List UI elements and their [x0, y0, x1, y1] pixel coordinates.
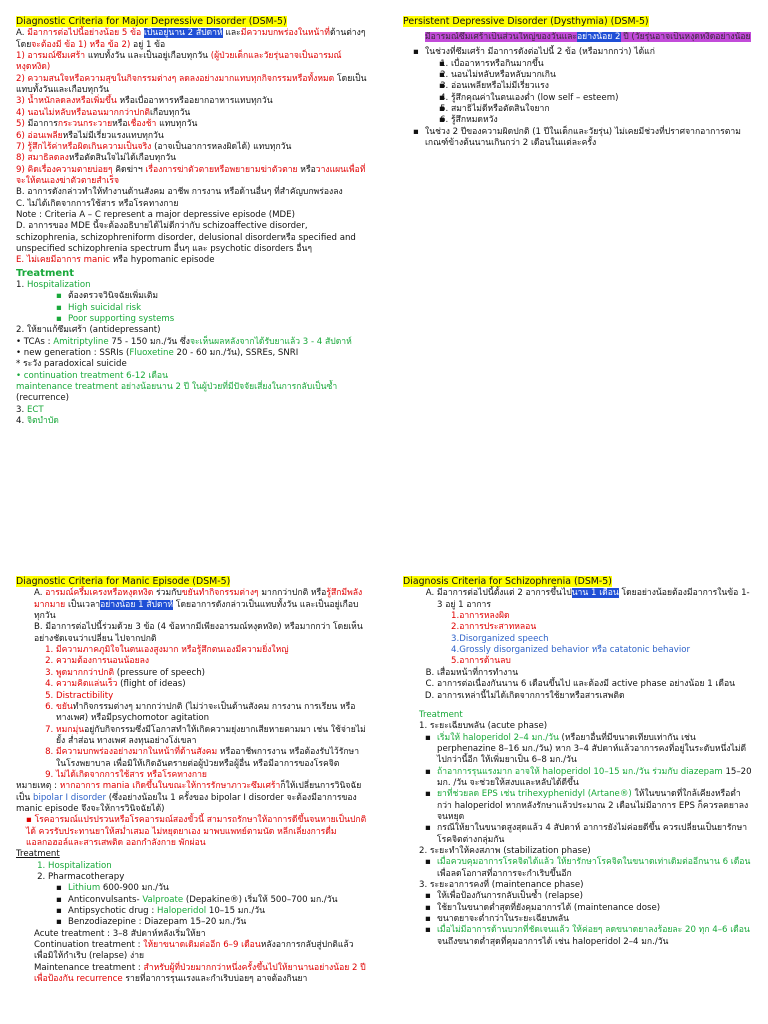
list-item: ▪ Lithium 600-900 มก./วัน [68, 883, 368, 894]
mania-acute: Acute treatment : 3–8 สัปดาห์หลังเริ่มให้ยา [34, 928, 206, 939]
mdd-item-2: 2) ความสนใจหรือความสุขในกิจกรรมต่างๆ ลดลงอย่างมากแทบทุกกิจกรรมหรือทั้งหมด โดยเป็นแทบทั้งวันและเกือบทุกวัน [16, 73, 367, 96]
list-item: ▪ เมื่อไม่มีอาการด้านบวกที่ชัดเจนแล้ว ให้ค่อยๆ ลดขนาดยาลงร้อยละ 20 ทุก 4–6 เดือน จนถึงขนาดต่ำสุดที่คุมอาการได้ เช่น haloperidol 2–4 มก./วัน [437, 925, 755, 948]
mdd-newgen: • new generation : SSRIs (Fluoxetine 20 - 60 มก./วัน), SSREs, SNRI [16, 347, 299, 358]
list-item: 3. พูดมากกว่าปกติ (pressure of speech) [56, 668, 368, 679]
list-item: ▪ High suicidal risk [68, 303, 368, 314]
list-item: ▪ ให้เพื่อป้องกันการกลับเป็นซ้ำ (relapse) [437, 891, 755, 902]
list-item: B. เสื่อมหน้าที่การทำงาน [437, 668, 755, 679]
list-item: 1. Hospitalization [48, 861, 368, 872]
list-item: 6. ขยันทำกิจกรรมต่างๆ มากกว่าปกติ (ไม่ว่าจะเป็นด้านสังคม การงาน การเรียน หรือทางเพศ) หรือมีpsychomotor agitation [56, 702, 368, 725]
list-item: 1. มีความภาคภูมิใจในตนเองสูงมาก หรือรู้สึกตนเองมีความยิ่งใหญ่ [56, 645, 368, 656]
list-item: 2. Pharmacotherapy [48, 872, 368, 883]
schizophrenia-phase2-list [403, 857, 755, 880]
list-item: ▪ เมื่อควบคุมอาการโรคจิตได้แล้ว ให้ยารักษาโรคจิตในขนาดเท่าเดิมต่ออีกนาน 6 เดือนเพื่อลดโอกาสที่อาการจะกำเริบขึ้นอีก [437, 857, 755, 880]
mdd-treatment-heading: Treatment [16, 267, 75, 279]
list-item: ▪ ใช้ยาในขนาดต่ำสุดที่ยังคุมอาการได้ (maintenance dose) [437, 903, 755, 914]
mdd-item-4: 4) นอนไม่หลับหรือนอนมากกว่าปกติเกือบทุกวัน [16, 107, 191, 118]
mdd-item-6: 6) อ่อนเพลียหรือไม่มีเรี่ยวแรงแทบทุกวัน [16, 130, 164, 141]
dysthymia-title: Persistent Depressive Disorder (Dysthymia) (DSM-5) [403, 16, 649, 27]
list-item: ▪ ยาที่ช่วยลด EPS เช่น trihexyphenidyl (Artane®) ให้ในขนาดที่ใกล้เคียงหรือต่ำกว่า haloperidol หากหลังรักษาแล้วประมาณ 2 เดือนไม่มีอาการ EPS ก็ควรลดยาลงจนหยุด [437, 789, 755, 823]
mdd-t3: 3. ECT [16, 404, 44, 415]
mdd-section [16, 16, 368, 484]
mania-continuation: Continuation treatment : ให้ยาขนาดเดิมต่ออีก 6–9 เดือนหลังอาการกลับสู่ปกติแล้ว เพื่อมิให้กำเริบ (relapse) ง่าย [34, 940, 354, 962]
mdd-criterion-d: D. อาการของ MDE นี้จะต้องอธิบายได้ไม่ดีกว่ากับ schizoaffective disorder, schizophrenia, schizophreniform disorder, delusional disorderหรือ specified and unspecified schizophrenia spectrum อื่นๆ และ psychotic disorders อื่นๆ [16, 221, 356, 254]
mdd-item-8: 8) สมาธิลดลงหรือตัดสินใจไม่ได้เกือบทุกวัน [16, 153, 177, 164]
mania-maintenance: Maintenance treatment : สำหรับผู้ที่ป่วยมากกว่าหนึ่งครั้งขึ้นไปให้ยานานอย่างน้อย 2 ปีเพื่อป้องกัน recurrence รายที่อาการรุนแรงและกำเริบบ่อยๆ อาจต้องกินยา [34, 962, 366, 985]
mdd-t1-list [16, 291, 368, 325]
list-item: 9. ไม่ได้เกิดจากการใช้สาร หรือโรคทางกาย [56, 770, 368, 781]
list-item: ▪ 2. นอนไม่หลับหรือหลับมากเกิน [451, 70, 755, 81]
mdd-criterion-e: E. ไม่เคยมีอาการ manic หรือ hypomanic episode [16, 255, 215, 266]
mania-criterion-a: A. อารมณ์ครึ้มเครงหรือหงุดหงิด ร่วมกับขยันทำกิจกรรมต่างๆ มากกว่าปกติ หรือรู้สึกมีพลังมากมาย เป็นเวลาอย่างน้อย 1 สัปดาห์ โดยอาการดังกล่าวเป็นแทบทั้งวัน และเป็นอยู่เกือบทุกวัน [34, 588, 363, 622]
mdd-criterion-a: A. มีอาการต่อไปนี้อย่างน้อย 5 ข้อ เป็นอยู่นาน 2 สัปดาห์ และมีความบกพร่องในหน้าที่ด้านต่างๆ โดยจะต้องมี ข้อ 1) หรือ ข้อ 2) อยู่ 1 ข้อ [16, 28, 366, 50]
mdd-t1: 1. Hospitalization [16, 279, 91, 290]
mdd-criterion-b: B. อาการดังกล่าวทำให้ทำงานด้านสังคม อาชีพ การงาน หรือด้านอื่นๆ ที่สำคัญบกพร่องลง [16, 187, 343, 198]
list-item: ▪ ต้องตรวจวินิจฉัยเพิ่มเติม [68, 291, 368, 302]
dysthymia-item-3: ▪ ในช่วง 2 ปีของความผิดปกติ (1 ปีในเด็กและวัยรุ่น) ไม่เคยมีช่วงที่ปราศจากอาการตามเกณฑ์ข้างต้นนานเกินกว่า 2 เดือนในแต่ละครั้ง [425, 127, 755, 150]
dysthymia-section [403, 16, 755, 484]
list-item: C. อาการต่อเนื่องกันนาน 6 เดือนขึ้นไป และต้องมี active phase อย่างน้อย 1 เดือน [437, 679, 755, 690]
mania-drug-list [16, 883, 368, 928]
list-item: ▪ 1. เบื่ออาหารหรือกินมากขึ้น [451, 59, 755, 70]
list-item: ▪ Antipsychotic drug : Haloperidol 10–15 มก./วัน [68, 906, 368, 917]
list-item: 1.อาการหลงผิด [451, 611, 510, 622]
mdd-paradox: * ระวัง paradoxical suicide [16, 359, 127, 370]
list-item: ▪ ขนาดยาจะต่ำกว่าในระยะเฉียบพลัน [437, 914, 755, 925]
schizophrenia-phase1-list [403, 733, 755, 846]
mdd-criterion-c: C. ไม่ได้เกิดจากการใช้สาร หรือโรคทางกาย [16, 198, 179, 209]
schizophrenia-title: Diagnosis Criteria for Schizophrenia (DSM-5) [403, 576, 612, 587]
mania-treatment-heading: Treatment [16, 849, 60, 860]
dysthymia-item-1: ▪ มีอารมณ์ซึมเศร้าเป็นส่วนใหญ่ของวันและอย่างน้อย 2 ปี (วัยรุ่นอาจเป็นหงุดหงิดอย่างน้อย [425, 32, 755, 43]
mdd-title: Diagnostic Criteria for Major Depressive Disorder (DSM-5) [16, 16, 287, 27]
mania-criterion-b: B. มีอาการต่อไปนี้ร่วมด้วย 3 ข้อ (4 ข้อหากมีเพียงอารมณ์หงุดหงิด) หรือมากกว่า โดยเห็นอย่างชัดเจนว่าเปลี่ยน ไปจากปกติ [34, 622, 363, 644]
dysthymia-list [403, 32, 755, 149]
mania-note-2: ▪ โรคอารมณ์แปรปรวนหรือโรคอารมณ์สองขั้วนี้ สามารถรักษาให้อาการดีขึ้นจนหายเป็นปกติได้ ควรรับประทานยาให้สม่ำเสมอ ไม่หยุดยาเอง มาพบแพทย์ตามนัด หลีกเลี่ยงการดื่มแอลกอฮอล์และสารเสพติด ออกกำลังกาย พักผ่อน [26, 815, 367, 848]
list-item: ▪ 4. รู้สึกคุณค่าในตนเองต่ำ (low self – esteem) [451, 93, 755, 104]
schizophrenia-phase-2: 2. ระยะทำให้คงสภาพ (stabilization phase) [419, 845, 591, 856]
list-item: ▪ Poor supporting systems [68, 314, 368, 325]
mdd-maintenance: maintenance treatment อย่างน้อยนาน 2 ปี ในผู้ป่วยที่มีปัจจัยเสี่ยงในการกลับเป็นซ้ำ (recurrence) [16, 381, 338, 404]
schizophrenia-phase-1: 1. ระยะเฉียบพลัน (acute phase) [419, 721, 548, 732]
dysthymia-item-2: ▪ ในช่วงที่ซึมเศร้า มีอาการดังต่อไปนี้ 2 ข้อ (หรือมากกว่า) ได้แก่ ▪ 1. เบื่ออาหารหรือกินมากขึ้น ▪ 2. นอนไม่หลับหรือหลับมากเกิน ▪ 3. อ่อนเพลียหรือไม่มีเรี่ยวแรง ▪ 4. รู้สึกคุณค่าในตนเองต่ำ (low self – esteem) ▪ 5. สมาธิไม่ดีหรือตัดสินใจยาก ▪ 6. รู้สึกหมดหวัง [425, 47, 755, 126]
mdd-tca: • TCAs : Amitriptyline 75 - 150 มก./วัน ซึ่งจะเห็นผลหลังจากได้รับยาแล้ว 3 - 4 สัปดาห์ [16, 336, 352, 347]
mdd-item-5: 5) มีอาการกระวนกระวายหรือเชื่องช้า แทบทุกวัน [16, 119, 198, 130]
list-item: ▪ Benzodiazepine : Diazepam 15–20 มก./วัน [68, 917, 368, 928]
dysthymia-sublist [425, 59, 755, 127]
list-item: 4. ความคิดแล่นเร็ว (flight of ideas) [56, 679, 368, 690]
schizophrenia-phase3-list [403, 891, 755, 948]
mdd-item-9: 9) คิดเรื่องความตายบ่อยๆ คิดฆ่าฯ เรื่องการฆ่าตัวตายหรือพยายามฆ่าตัวตาย หรือวางแผนเพื่อที่จะให้ตนเองฆ่าตัวตายสำเร็จ [16, 164, 366, 186]
mania-treatment-list [16, 861, 368, 884]
mdd-t2: 2. ให้ยาแก้ซึมเศร้า (antidepressant) [16, 325, 161, 336]
schizophrenia-criteria [403, 588, 755, 701]
list-item: ▪ Anticonvulsants- Valproate (Depakine®) เริ่มให้ 500–700 มก./วัน [68, 895, 368, 906]
list-item: ▪ เริ่มให้ haloperidol 2–4 มก./วัน (หรือยาอื่นที่มีขนาดเทียบเท่ากัน เช่น perphenazine 8–16 มก./วัน) หาก 3–4 สัปดาห์แล้วอาการคงที่อยู่ในระดับหนึ่งไม่ดีไปกว่านี้อีก ให้เพิ่มยาเป็น 6–8 มก./วัน [437, 733, 755, 767]
list-item: 7. หมกมุ่นอยู่กับกิจกรรมซึ่งมีโอกาสทำให้เกิดความยุ่งยากเสียหายตามมา เช่น ใช้จ่ายไม่ยั้ง ส่ำส่อน ทางเพศ ลงทุนอย่างโง่เขลา [56, 725, 368, 748]
list-item: 8. มีความบกพร่องอย่างมากในหน้าที่ด้านสังคม หรืออาชีพการงาน หรือต้องรับไว้รักษาในโรงพยาบาล เพื่อมิให้เกิดอันตรายต่อผู้ป่วยหรือผู้อื่น หรือมีอาการของโรคจิต [56, 747, 368, 770]
mdd-note: Note : Criteria A – C represent a major depressive episode (MDE) [16, 209, 295, 220]
list-item: 2.อาการประสาทหลอน [451, 622, 537, 633]
mdd-item-3: 3) น้ำหนักลดลงหรือเพิ่มขึ้น หรือเบื่ออาหารหรืออยากอาหารแทบทุกวัน [16, 96, 273, 107]
list-item: ▪ ถ้าอาการรุนแรงมาก อาจให้ haloperidol 10–15 มก./วัน ร่วมกับ diazepam 15–20 มก. /วัน จะช่วยให้สงบและหลับได้ดีขึ้น [437, 767, 755, 790]
mdd-item-7: 7) รู้สึกไร้ค่าหรือผิดเกินความเป็นจริง (อาจเป็นอาการหลงผิดได้) แทบทุกวัน [16, 141, 292, 152]
schizophrenia-phase-3: 3. ระยะอาการคงที่ (maintenance phase) [419, 880, 584, 890]
list-item: 3.Disorganized speech [451, 633, 549, 644]
mania-section [16, 576, 368, 1024]
mania-symptom-list [16, 645, 368, 781]
list-item: 5.อาการด้านลบ [451, 656, 511, 667]
list-item: 5. Distractibility [56, 691, 368, 702]
mdd-continuation: • continuation treatment 6-12 เดือน [16, 370, 168, 381]
list-item: ▪ 5. สมาธิไม่ดีหรือตัดสินใจยาก [451, 104, 755, 115]
mdd-t4: 4. จิตบำบัด [16, 415, 59, 426]
schizophrenia-section [403, 576, 755, 1024]
mania-title: Diagnostic Criteria for Manic Episode (DSM-5) [16, 576, 231, 587]
list-item: 4.Grossly disorganized behavior หรือ catatonic behavior [451, 645, 691, 656]
mania-note: หมายเหตุ : หากอาการ mania เกิดขึ้นในขณะให้การรักษาภาวะซึมเศร้าก็ให้เปลี่ยนการวินิจฉัยเป็น bipolar I disorder (ซึ่งอย่างน้อยใน 1 ครั้งของ bipolar I disorder จะต้องมีอาการของ manic episode จึงจะให้การวินิจฉัยได้) [16, 781, 362, 814]
schizophrenia-treatment-heading: Treatment [419, 709, 463, 720]
list-item: A. มีอาการต่อไปนี้ตั้งแต่ 2 อาการขึ้นไปนาน 1 เดือน โดยอย่างน้อยต้องมีอาการในข้อ 1-3 อยู่ 1 อาการ 1.อาการหลงผิด 2.อาการประสาทหลอน 3.Disorganized speech 4.Grossly disorganized behavior หรือ catatonic behavior 5.อาการด้านลบ [437, 588, 755, 667]
list-item: ▪ กรณีให้ยาในขนาดสูงสุดแล้ว 4 สัปดาห์ อาการยังไม่ค่อยดีขึ้น ควรเปลี่ยนเป็นยารักษาโรคจิตต่างกลุ่มกัน [437, 823, 755, 846]
list-item: ▪ 6. รู้สึกหมดหวัง [451, 115, 755, 126]
list-item: ▪ 3. อ่อนเพลียหรือไม่มีเรี่ยวแรง [451, 81, 755, 92]
list-item: 2. ความต้องการนอนน้อยลง [56, 656, 368, 667]
mdd-item-1: 1) อารมณ์ซึมเศร้า แทบทั้งวัน และเป็นอยู่เกือบทุกวัน (ผู้ป่วยเด็กและวัยรุ่นอาจเป็นอารมณ์หงุดหงิด) [16, 51, 342, 73]
list-item: D. อาการเหล่านี้ไม่ได้เกิดจากการใช้ยาหรือสารเสพติด [437, 691, 755, 702]
